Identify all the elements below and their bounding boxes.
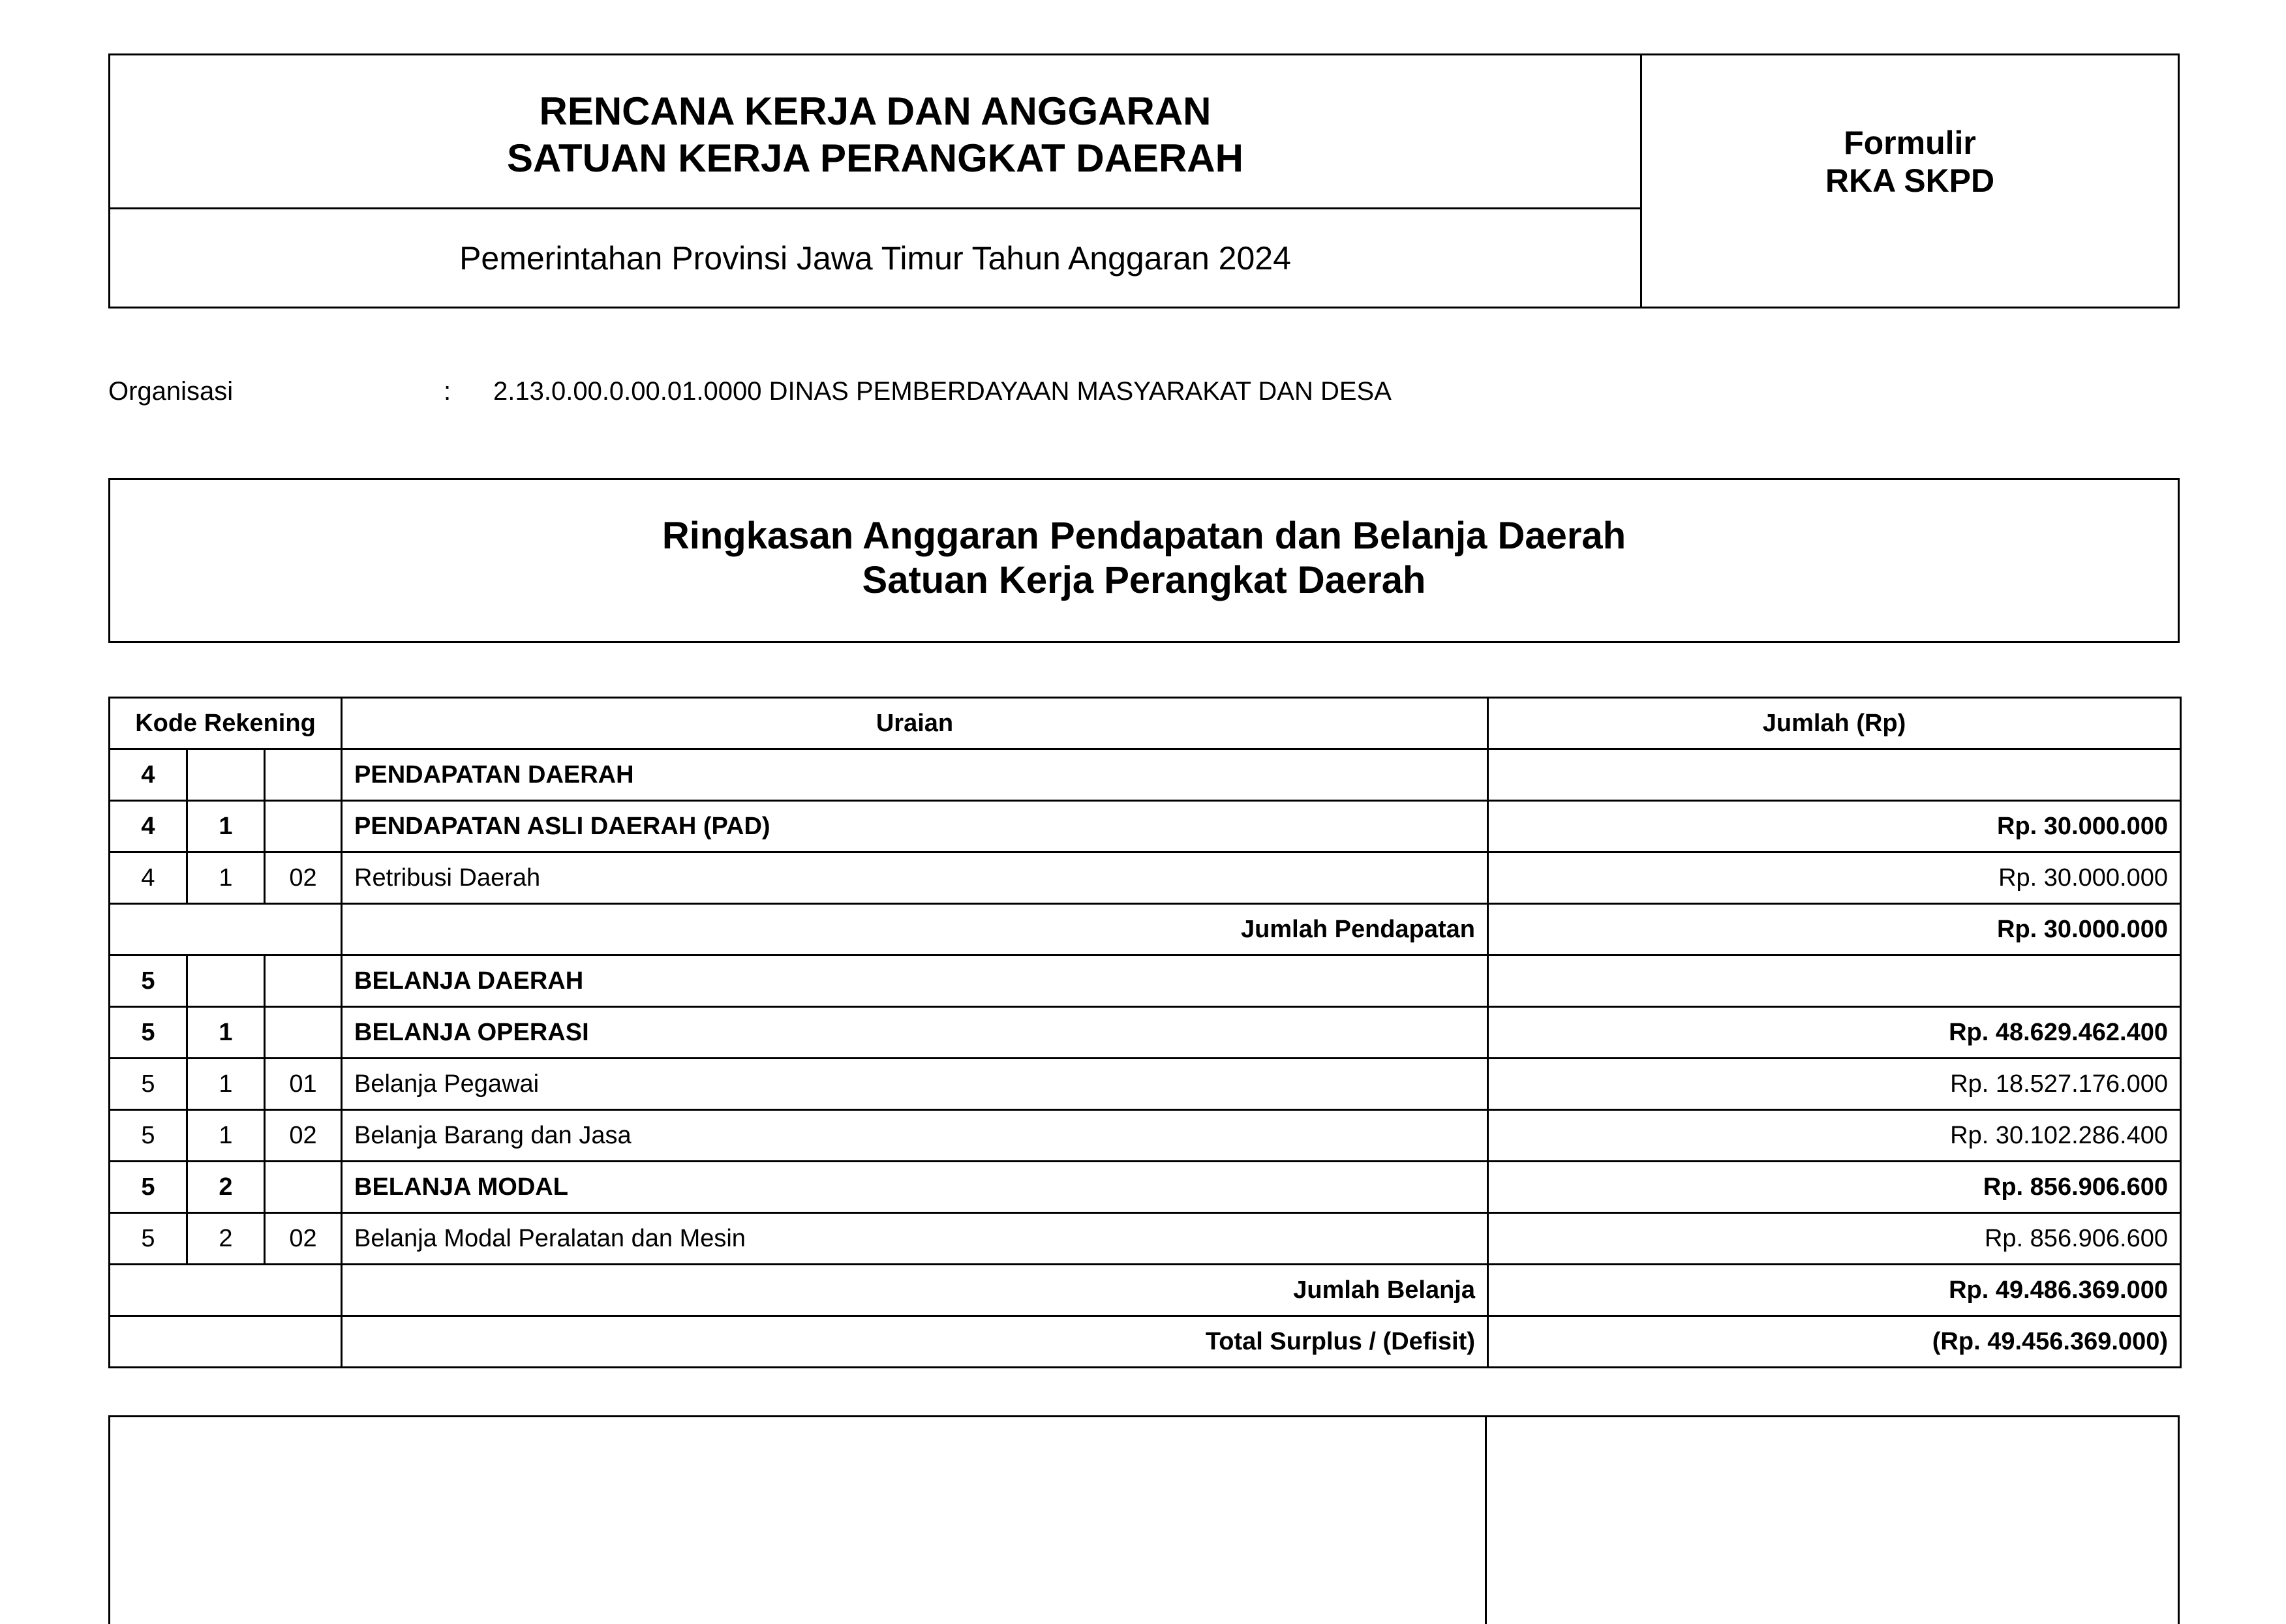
kode-level-1: 5 [110, 1110, 187, 1162]
jumlah-cell [1488, 749, 2181, 801]
jumlah-cell: Rp. 18.527.176.000 [1488, 1059, 2181, 1110]
kode-level-1: 4 [110, 801, 187, 852]
total-code-cell [110, 904, 342, 955]
summary-title-line-1: Ringkasan Anggaran Pendapatan dan Belanja Daerah [662, 514, 1626, 557]
table-header-row [110, 698, 2181, 749]
jumlah-cell: Rp. 30.102.286.400 [1488, 1110, 2181, 1162]
uraian-cell: Belanja Barang dan Jasa [342, 1110, 1488, 1162]
kode-level-3 [265, 801, 342, 852]
form-code: RKA SKPD [1825, 162, 1995, 199]
title-line-1: RENCANA KERJA DAN ANGGARAN [539, 89, 1212, 133]
kode-level-3: 02 [265, 852, 342, 904]
table-row [110, 749, 2181, 801]
total-code-cell [110, 1316, 342, 1368]
jumlah-cell: Rp. 856.906.600 [1488, 1213, 2181, 1265]
budget-summary-table [108, 697, 2182, 1368]
kode-level-3 [265, 1007, 342, 1059]
table-row [110, 801, 2181, 852]
total-label: Jumlah Pendapatan [342, 904, 1488, 955]
kode-level-1: 5 [110, 1059, 187, 1110]
table-row [110, 1162, 2181, 1213]
organisasi-separator: : [444, 377, 451, 406]
kode-level-2 [187, 749, 265, 801]
form-label: Formulir [1844, 124, 1976, 161]
uraian-cell: PENDAPATAN DAERAH [342, 749, 1488, 801]
kode-level-3 [265, 955, 342, 1007]
table-row [110, 1007, 2181, 1059]
total-amount: Rp. 49.486.369.000 [1488, 1265, 2181, 1316]
signature-divider [1485, 1417, 1487, 1624]
uraian-cell: BELANJA OPERASI [342, 1007, 1488, 1059]
kode-level-1: 5 [110, 1213, 187, 1265]
document-header [108, 53, 2180, 308]
table-row [110, 904, 2181, 955]
table-row [110, 1059, 2181, 1110]
table-row [110, 1316, 2181, 1368]
kode-level-2: 1 [187, 1007, 265, 1059]
kode-level-3: 02 [265, 1110, 342, 1162]
summary-title-line-2: Satuan Kerja Perangkat Daerah [862, 558, 1426, 601]
header-kode-rekening: Kode Rekening [110, 698, 342, 749]
total-code-cell [110, 1265, 342, 1316]
jumlah-cell [1488, 955, 2181, 1007]
signature-area [108, 1415, 2180, 1624]
form-code-panel [1642, 55, 2178, 307]
total-amount: (Rp. 49.456.369.000) [1488, 1316, 2181, 1368]
header-jumlah: Jumlah (Rp) [1488, 698, 2181, 749]
uraian-cell: Retribusi Daerah [342, 852, 1488, 904]
kode-level-3: 01 [265, 1059, 342, 1110]
jumlah-cell: Rp. 856.906.600 [1488, 1162, 2181, 1213]
summary-title-box [108, 478, 2180, 643]
kode-level-2: 1 [187, 1110, 265, 1162]
organisasi-value: 2.13.0.00.0.00.01.0000 DINAS PEMBERDAYAAN MASYARAKAT DAN DESA [493, 377, 1392, 406]
organisasi-label: Organisasi [108, 377, 234, 406]
uraian-cell: Belanja Pegawai [342, 1059, 1488, 1110]
uraian-cell: Belanja Modal Peralatan dan Mesin [342, 1213, 1488, 1265]
kode-level-2: 1 [187, 852, 265, 904]
kode-level-1: 5 [110, 1162, 187, 1213]
table-row [110, 955, 2181, 1007]
table-row [110, 1265, 2181, 1316]
jumlah-cell: Rp. 30.000.000 [1488, 801, 2181, 852]
kode-level-2 [187, 955, 265, 1007]
table-row [110, 852, 2181, 904]
header-left-panel [110, 55, 1642, 307]
kode-level-2: 2 [187, 1162, 265, 1213]
document-title [110, 55, 1640, 209]
header-uraian: Uraian [342, 698, 1488, 749]
uraian-cell: BELANJA MODAL [342, 1162, 1488, 1213]
kode-level-2: 1 [187, 1059, 265, 1110]
document-subtitle: Pemerintahan Provinsi Jawa Timur Tahun Anggaran 2024 [459, 239, 1291, 277]
uraian-cell: PENDAPATAN ASLI DAERAH (PAD) [342, 801, 1488, 852]
table-row [110, 1213, 2181, 1265]
kode-level-2: 1 [187, 801, 265, 852]
total-label: Jumlah Belanja [342, 1265, 1488, 1316]
jumlah-cell: Rp. 48.629.462.400 [1488, 1007, 2181, 1059]
total-label: Total Surplus / (Defisit) [342, 1316, 1488, 1368]
jumlah-cell: Rp. 30.000.000 [1488, 852, 2181, 904]
table-body [110, 749, 2181, 1368]
table-row [110, 1110, 2181, 1162]
kode-level-1: 5 [110, 955, 187, 1007]
kode-level-1: 5 [110, 1007, 187, 1059]
kode-level-1: 4 [110, 852, 187, 904]
kode-level-1: 4 [110, 749, 187, 801]
kode-level-3: 02 [265, 1213, 342, 1265]
kode-level-3 [265, 1162, 342, 1213]
kode-level-3 [265, 749, 342, 801]
title-line-2: SATUAN KERJA PERANGKAT DAERAH [507, 136, 1243, 180]
total-amount: Rp. 30.000.000 [1488, 904, 2181, 955]
uraian-cell: BELANJA DAERAH [342, 955, 1488, 1007]
kode-level-2: 2 [187, 1213, 265, 1265]
